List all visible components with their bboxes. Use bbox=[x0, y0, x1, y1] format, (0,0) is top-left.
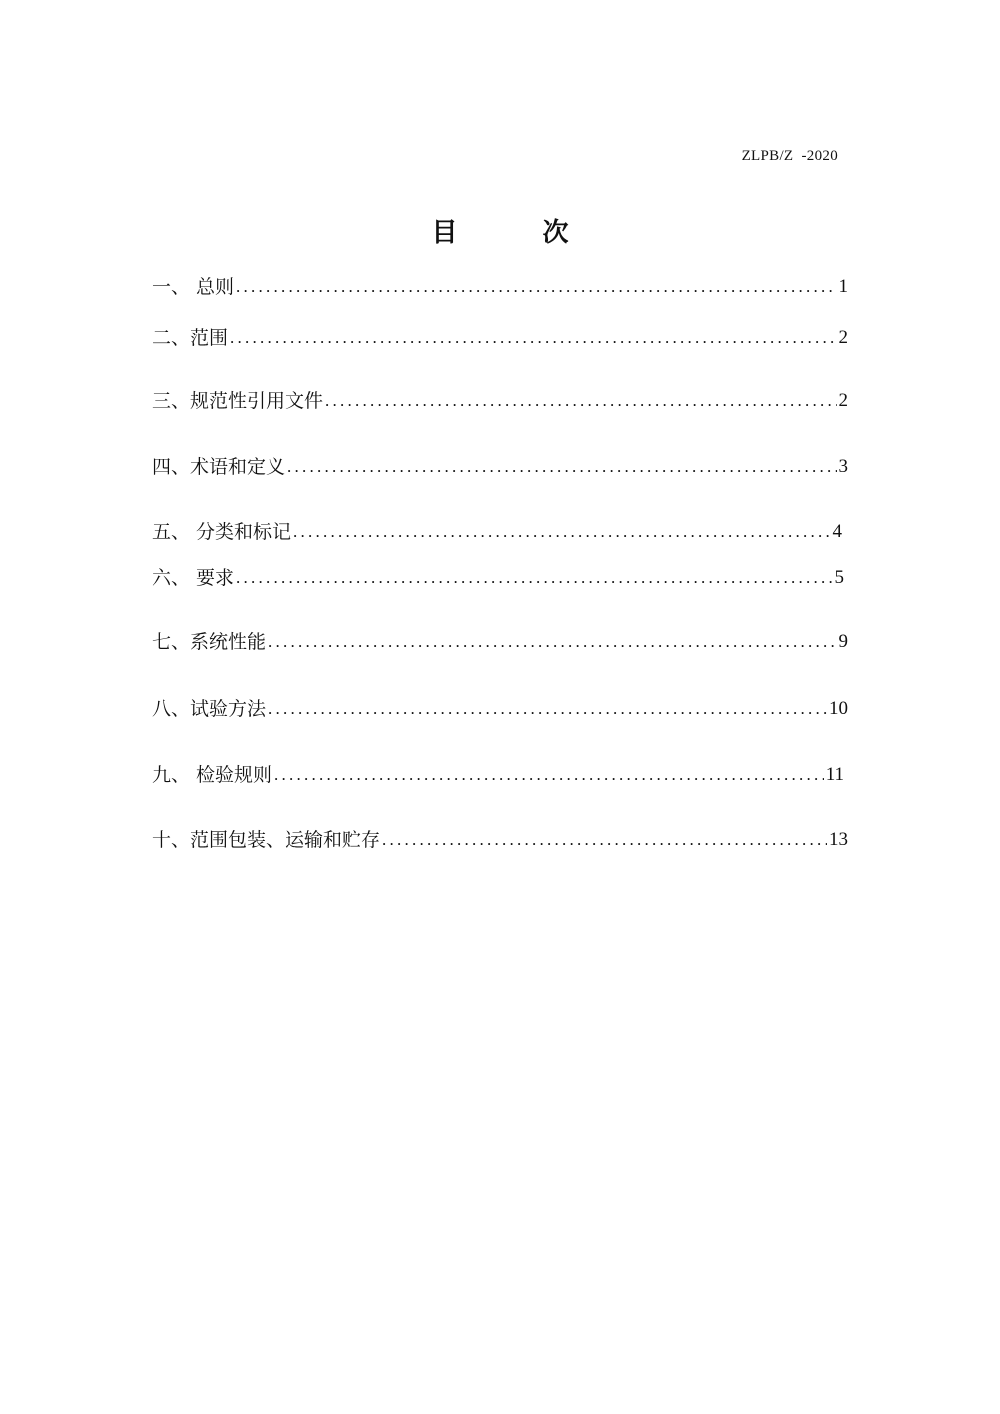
toc-leader-dots bbox=[291, 517, 830, 547]
toc-entry[interactable] bbox=[152, 323, 848, 353]
toc-entry[interactable] bbox=[152, 517, 848, 547]
toc-entry[interactable] bbox=[152, 452, 848, 482]
toc-entry-label: 九、 检验规则 bbox=[152, 764, 273, 786]
toc-entry-page: 3 bbox=[838, 456, 848, 477]
toc-entry-label: 三、规范性引用文件 bbox=[152, 390, 324, 412]
toc-entry-label: 一、 总则 bbox=[152, 276, 235, 298]
toc-leader-dots bbox=[323, 386, 836, 416]
toc-entry-label: 八、试验方法 bbox=[152, 698, 267, 720]
toc-title: 目 次 bbox=[431, 218, 607, 248]
toc-entry-label: 十、范围包装、运输和贮存 bbox=[152, 829, 381, 851]
toc-leader-dots bbox=[272, 760, 824, 790]
toc-leader-dots bbox=[285, 452, 836, 482]
toc-entry[interactable] bbox=[152, 760, 848, 790]
toc-entry-page: 11 bbox=[825, 764, 844, 785]
toc-leader-dots bbox=[266, 694, 827, 724]
toc-leader-dots bbox=[266, 627, 836, 657]
toc-entry[interactable] bbox=[152, 386, 848, 416]
document-code: ZLPB/Z -2020 bbox=[741, 148, 838, 164]
toc-entry-page: 1 bbox=[838, 276, 848, 297]
toc-entry-label: 二、范围 bbox=[152, 327, 229, 349]
toc-leader-dots bbox=[234, 272, 836, 302]
toc-leader-dots bbox=[234, 563, 832, 593]
toc-entry-page: 4 bbox=[832, 521, 842, 542]
toc-entry-page: 13 bbox=[829, 829, 848, 850]
table-of-contents bbox=[152, 0, 848, 900]
toc-entry-label: 七、系统性能 bbox=[152, 631, 267, 653]
toc-entry-page: 10 bbox=[829, 698, 848, 719]
toc-entry[interactable] bbox=[152, 694, 848, 724]
toc-entry-label: 五、 分类和标记 bbox=[152, 521, 292, 543]
toc-entry[interactable] bbox=[152, 272, 848, 302]
toc-entry-page: 9 bbox=[838, 631, 848, 652]
toc-leader-dots bbox=[380, 825, 827, 855]
toc-entry[interactable] bbox=[152, 825, 848, 855]
toc-entry-label: 四、术语和定义 bbox=[152, 456, 286, 478]
toc-entry[interactable] bbox=[152, 563, 848, 593]
toc-leader-dots bbox=[228, 323, 836, 353]
toc-entry-page: 2 bbox=[838, 390, 848, 411]
toc-entry-label: 六、 要求 bbox=[152, 567, 235, 589]
toc-entry-page: 2 bbox=[838, 327, 848, 348]
toc-entry[interactable] bbox=[152, 627, 848, 657]
toc-entry-page: 5 bbox=[834, 567, 844, 588]
